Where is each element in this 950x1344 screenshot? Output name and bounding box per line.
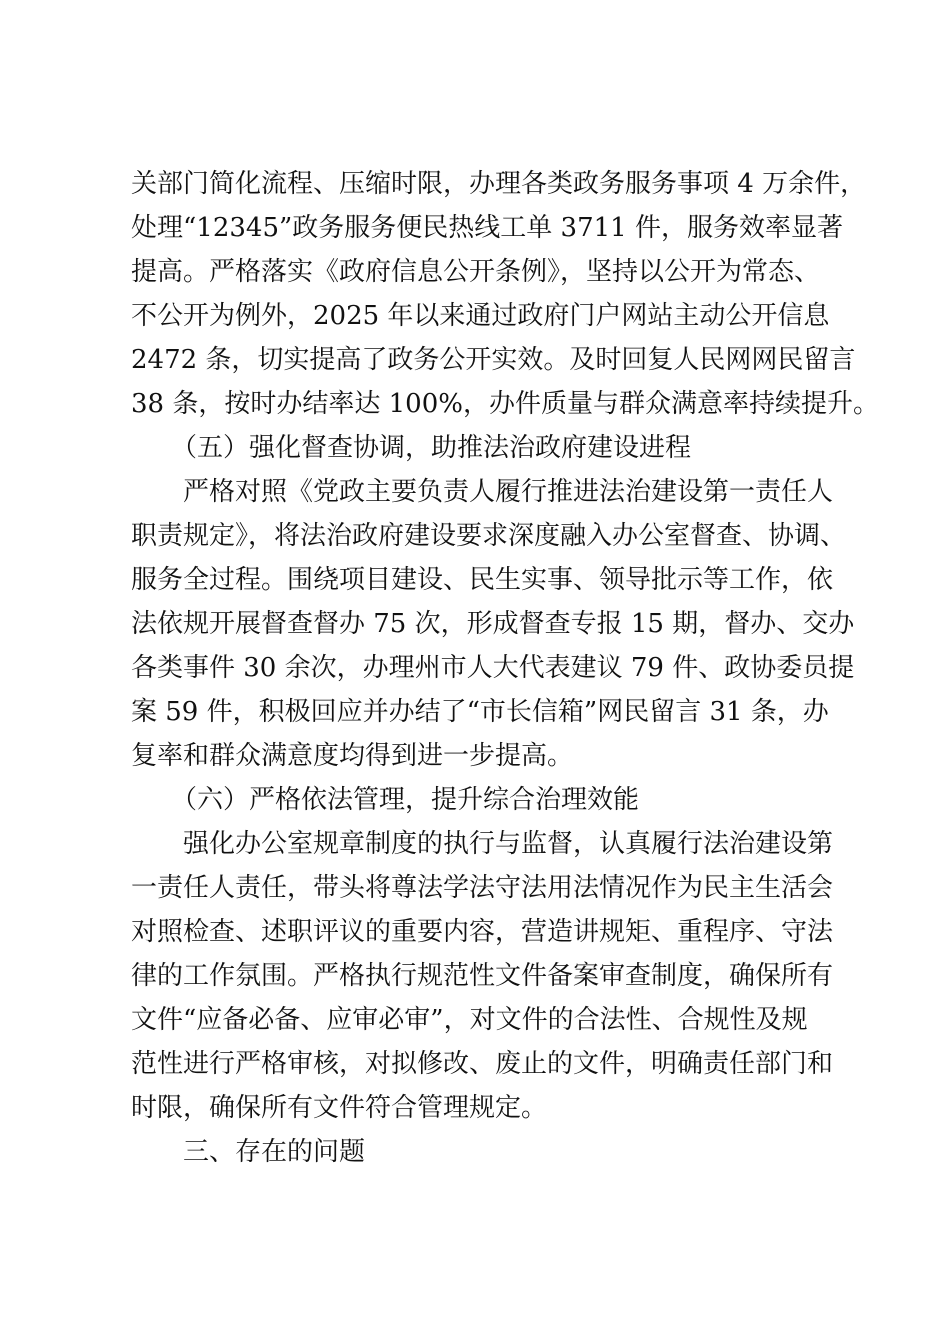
paragraph-line: 范性进行严格审核，对拟修改、废止的文件，明确责任部门和 — [131, 1049, 834, 1079]
paragraph-line: 不公开为例外，2025 年以来通过政府门户网站主动公开信息 — [131, 301, 830, 331]
paragraph-line: 提高。严格落实《政府信息公开条例》，坚持以公开为常态、 — [131, 257, 821, 287]
paragraph-line: 处理“12345”政务服务便民热线工单 3711 件，服务效率显著 — [131, 213, 843, 243]
paragraph-line: 强化办公室规章制度的执行与监督，认真履行法治建设第 — [183, 829, 834, 859]
paragraph-line: 文件“应备必备、应审必审”，对文件的合法性、合规性及规 — [131, 1005, 808, 1035]
paragraph-line: 对照检查、述职评议的重要内容，营造讲规矩、重程序、守法 — [131, 917, 834, 947]
section-heading: （六）严格依法管理，提升综合治理效能 — [171, 785, 640, 815]
paragraph-line: 一责任人责任，带头将尊法学法守法用法情况作为民主生活会 — [131, 873, 834, 903]
paragraph-line: 严格对照《党政主要负责人履行推进法治建设第一责任人 — [183, 477, 834, 507]
paragraph-line: 案 59 件，积极回应并办结了“市长信箱”网民留言 31 条，办 — [131, 697, 829, 727]
chapter-heading: 三、存在的问题 — [183, 1137, 366, 1167]
paragraph-line: 关部门简化流程、压缩时限，办理各类政务服务事项 4 万余件， — [131, 169, 867, 199]
paragraph-line: 服务全过程。围绕项目建设、民生实事、领导批示等工作，依 — [131, 565, 834, 595]
paragraph-line: 2472 条，切实提高了政务公开实效。及时回复人民网网民留言 — [131, 345, 856, 375]
paragraph-line: 38 条，按时办结率达 100%，办件质量与群众满意率持续提升。 — [131, 389, 879, 419]
paragraph-line: 职责规定》，将法治政府建设要求深度融入办公室督查、协调、 — [131, 521, 847, 551]
paragraph-line: 各类事件 30 余次，办理州市人大代表建议 79 件、政协委员提 — [131, 653, 855, 683]
section-heading: （五）强化督查协调，助推法治政府建设进程 — [171, 433, 692, 463]
paragraph-line: 复率和群众满意度均得到进一步提高。 — [131, 741, 574, 771]
paragraph-line: 时限，确保所有文件符合管理规定。 — [131, 1093, 548, 1123]
paragraph-line: 法依规开展督查督办 75 次，形成督查专报 15 期，督办、交办 — [131, 609, 855, 639]
paragraph-line: 律的工作氛围。严格执行规范性文件备案审查制度，确保所有 — [131, 961, 834, 991]
